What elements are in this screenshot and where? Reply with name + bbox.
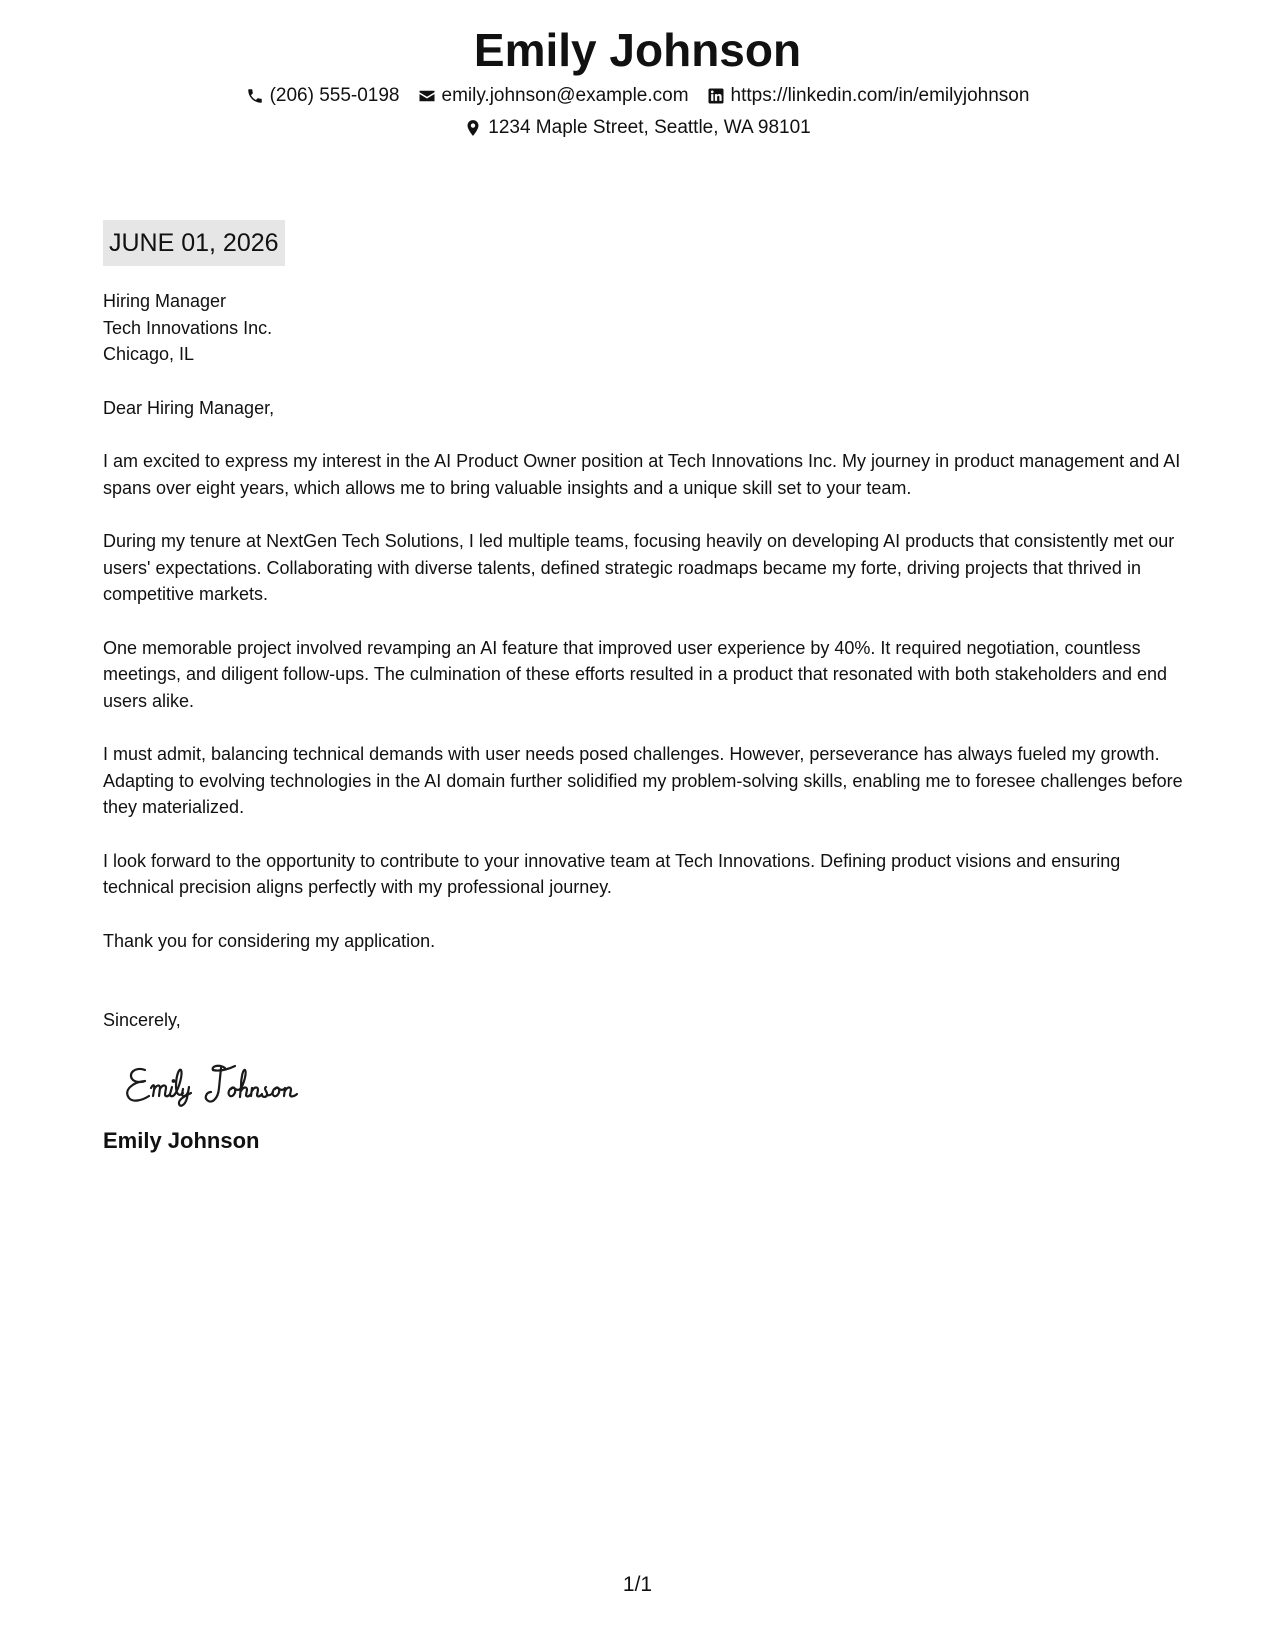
recipient-location: Chicago, IL — [103, 344, 195, 364]
recipient-title: Hiring Manager — [103, 291, 227, 311]
paragraph-4: I must admit, balancing technical demands with user needs posed challenges. However, perseverance has always fueled my growth. Adapting to evolving technologies in the AI domain further solidified my problem-solving skills, enabling me to foresee challenges before they materialized. — [103, 744, 1183, 817]
linkedin-text[interactable]: https://linkedin.com/in/emilyjohnson — [730, 85, 1030, 106]
signed-name: Emily Johnson — [103, 1127, 260, 1153]
email-contact[interactable] — [418, 80, 689, 112]
email-text[interactable]: emily.johnson@example.com — [441, 85, 689, 106]
phone-text: (206) 555-0198 — [269, 85, 400, 106]
contact-line — [0, 80, 1275, 112]
paragraph-3: One memorable project involved revamping an AI feature that improved user experience by 40%. It required negotiation, countless meetings, and diligent follow-ups. The culmination of these efforts resulted in a product that resonated with both stakeholders and end users alike. — [103, 637, 1167, 711]
letter-body — [103, 220, 1183, 1156]
address-text: 1234 Maple Street, Seattle, WA 98101 — [488, 117, 811, 138]
address-line — [0, 112, 1275, 144]
applicant-name: Emily Johnson — [473, 24, 802, 76]
envelope-icon — [418, 87, 436, 105]
linkedin-icon — [707, 87, 725, 105]
page-number: 1/1 — [622, 1573, 653, 1596]
recipient-block — [103, 288, 1183, 368]
map-pin-icon — [464, 119, 482, 137]
phone-icon — [246, 87, 264, 105]
closing: Sincerely, — [103, 1010, 181, 1030]
letter-date: JUNE 01, 2026 — [103, 220, 285, 266]
recipient-company: Tech Innovations Inc. — [103, 317, 273, 338]
handwritten-signature — [121, 1056, 361, 1112]
paragraph-5: I look forward to the opportunity to contribute to your innovative team at Tech Innovations. Defining product visions and ensuring technical precision aligns perfectly with my professional journey. — [103, 850, 1121, 897]
phone-contact — [246, 80, 400, 112]
paragraph-2: During my tenure at NextGen Tech Solutions, I led multiple teams, focusing heavily on developing AI products that consistently met our users' expectations. Collaborating with diverse talents, defined strategic roadmaps became my forte, driving projects that thrived in competitive markets. — [103, 531, 1175, 604]
greeting: Dear Hiring Manager, — [103, 397, 275, 418]
linkedin-contact[interactable] — [707, 80, 1030, 112]
address-contact — [464, 112, 811, 144]
paragraph-6: Thank you for considering my application. — [103, 930, 436, 951]
paragraph-1: I am excited to express my interest in the AI Product Owner position at Tech Innovations Inc. My journey in product management and AI spans over eight years, which allows me to bring valuable insights and a unique skill set to your team. — [103, 451, 1181, 498]
letter-content — [103, 395, 1183, 1034]
letter-header — [0, 20, 1275, 144]
